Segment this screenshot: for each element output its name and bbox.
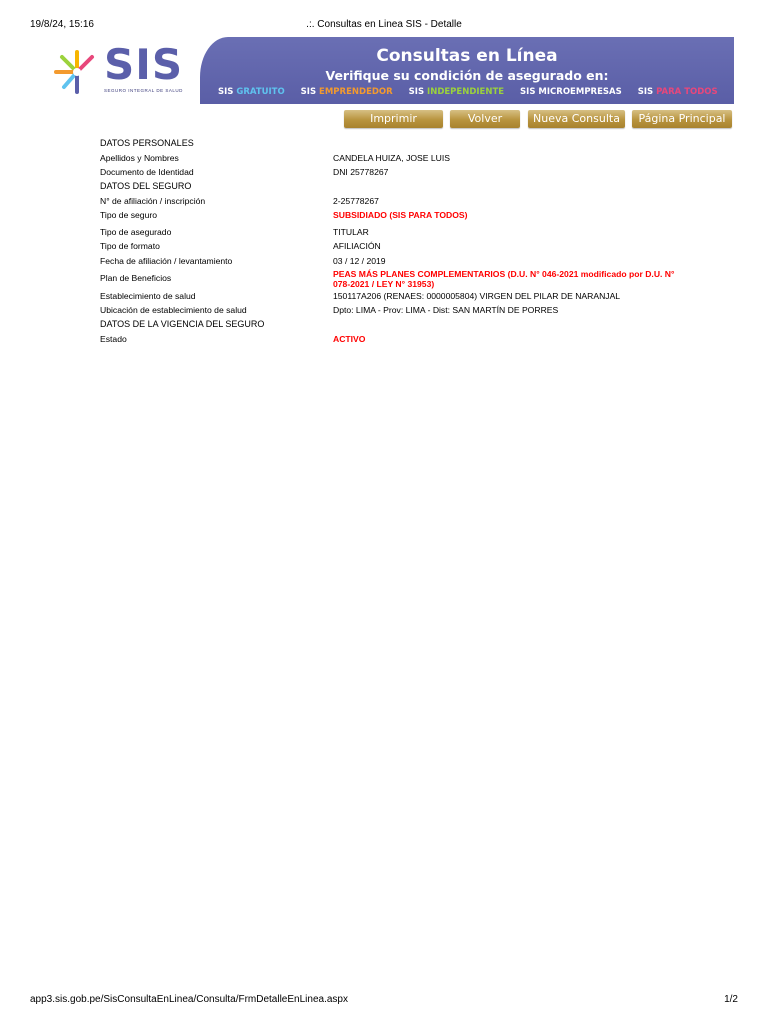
new-query-button[interactable]: Nueva Consulta xyxy=(528,110,625,128)
sis-logo[interactable] xyxy=(48,38,200,104)
field-value: TITULAR xyxy=(333,227,369,237)
field-label: Apellidos y Nombres xyxy=(100,153,179,163)
field-value: PEAS MÁS PLANES COMPLEMENTARIOS (D.U. N° 046-2021 modificado por D.U. N° 078-2021 / LEY N° 31953) xyxy=(333,269,675,289)
status-value: ACTIVO xyxy=(333,334,366,344)
field-label: Plan de Beneficios xyxy=(100,273,172,283)
field-label: Establecimiento de salud xyxy=(100,291,196,301)
section-validity-data: DATOS DE LA VIGENCIA DEL SEGURO xyxy=(100,319,265,329)
field-value: SUBSIDIADO (SIS PARA TODOS) xyxy=(333,210,468,220)
product-independiente[interactable]: SIS INDEPENDIENTE xyxy=(408,87,505,97)
header-banner xyxy=(200,37,734,104)
section-personal-data: DATOS PERSONALES xyxy=(100,138,194,148)
field-label: N° de afiliación / inscripción xyxy=(100,196,206,206)
field-label: Fecha de afiliación / levantamiento xyxy=(100,256,233,266)
sis-burst-icon xyxy=(52,48,102,96)
field-label: Tipo de asegurado xyxy=(100,227,172,237)
field-value: DNI 25778267 xyxy=(333,167,389,177)
banner-title: Consultas en Línea xyxy=(376,46,558,66)
field-label: Ubicación de establecimiento de salud xyxy=(100,305,247,315)
print-button[interactable]: Imprimir xyxy=(344,110,443,128)
field-label: Tipo de formato xyxy=(100,241,160,251)
product-gratuito[interactable]: SIS GRATUITO xyxy=(218,87,285,97)
print-datetime: 19/8/24, 15:16 xyxy=(30,19,94,30)
field-label: Documento de Identidad xyxy=(100,167,194,177)
product-para-todos[interactable]: SIS PARA TODOS xyxy=(637,87,718,97)
product-emprendedor[interactable]: SIS EMPRENDEDOR xyxy=(300,87,393,97)
back-button[interactable]: Volver xyxy=(450,110,520,128)
print-page-title: .:. Consultas en Linea SIS - Detalle xyxy=(306,19,462,30)
field-value: 2-25778267 xyxy=(333,196,379,206)
field-value: CANDELA HUIZA, JOSE LUIS xyxy=(333,153,451,163)
logo-subtitle: SEGURO INTEGRAL DE SALUD xyxy=(104,88,183,93)
product-list xyxy=(218,87,731,97)
field-value: Dpto: LIMA - Prov: LIMA - Dist: SAN MARTÍN DE PORRES xyxy=(333,305,559,315)
field-value: AFILIACIÓN xyxy=(333,241,381,251)
field-label: Estado xyxy=(100,334,127,344)
field-value: 150117A206 (RENAES: 0000005804) VIRGEN DEL PILAR DE NARANJAL xyxy=(333,291,621,301)
field-value: 03 / 12 / 2019 xyxy=(333,256,386,266)
page-number: 1/2 xyxy=(724,994,738,1005)
home-page-button[interactable]: Página Principal xyxy=(632,110,732,128)
field-label: Tipo de seguro xyxy=(100,210,158,220)
section-insurance-data: DATOS DEL SEGURO xyxy=(100,181,192,191)
banner-subtitle: Verifique su condición de asegurado en: xyxy=(325,68,609,83)
logo-text: SIS xyxy=(104,40,184,89)
product-microempresas[interactable]: SIS MICROEMPRESAS xyxy=(520,87,622,97)
page-url: app3.sis.gob.pe/SisConsultaEnLinea/Consulta/FrmDetalleEnLinea.aspx xyxy=(30,994,348,1005)
